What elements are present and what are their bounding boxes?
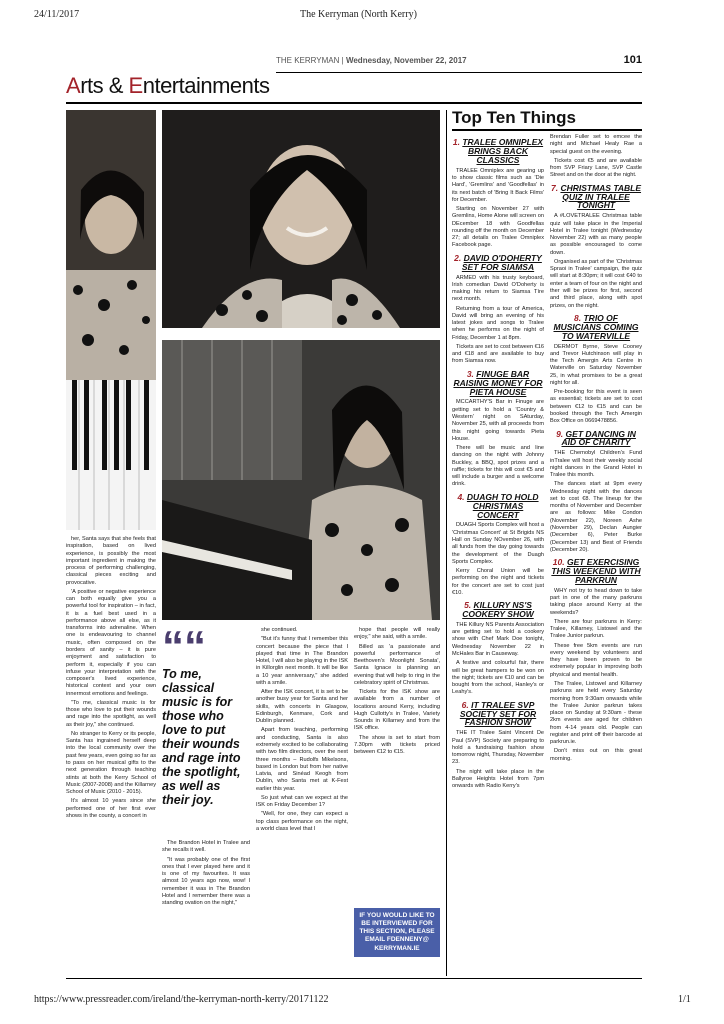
top-ten-item-3-heading: 3. FINUGE BAR RAISING MONEY FOR PIETA HOUSE bbox=[453, 368, 543, 397]
top-ten-column-1 bbox=[452, 134, 544, 976]
top-ten-item-1-heading: 1. TRALEE OMNIPLEX BRINGS BACK CLASSICS bbox=[452, 137, 544, 165]
article-paragraph: 'A positive or negative experience can both equally give you a powerful tool for inspiration – in fact, it is a fuel best used in a performance above all else, as it transforms into adrenaline. When one is endeavouring to channel music, often composed on the borders of sanity – it is pure enjoyment and satisfaction to perform it, especially if you can infuse your interpretation with the composer's lived experience, historical context and your own innermost emotions and feelings. bbox=[66, 588, 156, 697]
top-ten-item-5-text: THE Killury NS Parents Association are getting set to hold a cookery show with Chef Mark Doe tonight, Wednesday November 22 in McHales Bar in Causeway. bbox=[452, 621, 544, 657]
top-ten-rule bbox=[452, 129, 642, 131]
top-ten-item-6-text: THE IT Tralee Saint Vincent De Paul (SVP) Society are preparing to hold a fundraising fashion show tomorrow night, Thursday, November 23. bbox=[452, 730, 544, 766]
photo-pianist-portrait-image bbox=[162, 110, 440, 328]
top-ten-item-7-text: A #LOVETRALEE Christmas table quiz will take place in the Imperial Hotel in Tralee tonight (Wednesday November 22) with as many people as possible encouraged to come down. bbox=[550, 213, 642, 256]
article-column-2 bbox=[162, 840, 250, 976]
article-paragraph: Tickets for the ISK show are available from a number of locations around Kerry, including Hugh Cullotty's in Tralee, Variety Sounds in Killarney and from the ISK office. bbox=[354, 689, 440, 732]
article-paragraph: Apart from teaching, performing and conducting, Santa is also extremely excited to be collaborating with two film directors, over the next three months – Rudolfs Mikelsons, based in London but from her native Latvia, and Sinéad Keogh from Dublin, who Santa met at K-Fest earlier this year. bbox=[256, 727, 348, 792]
section-rule bbox=[66, 102, 642, 104]
top-ten-item-5-text: A festive and colourful fair, there will be great hampers to be won on the night; tickets are €10 and can be bought from the school, Hanley's or Leahy's. bbox=[452, 660, 544, 696]
article-paragraph: "But it's funny that I remember this concert because the piece that I played that time in The Brandon Hotel, I will also be playing in the ISK in Killorglin next month. It will be like a 10 year anniversary," she added with a smile. bbox=[256, 636, 348, 686]
top-ten-item-10-heading: 10. GET EXERCISING THIS WEEKEND WITH PARKRUN bbox=[551, 557, 641, 585]
print-publication: The Kerryman (North Kerry) bbox=[300, 9, 417, 20]
article-paragraph: "Well, for one, they can expect a top class performance on the night, a world class level that I bbox=[256, 811, 348, 832]
contact-callout[interactable]: IF YOU WOULD LIKE TO BE INTERVIEWED FOR THIS SECTION, PLEASE EMAIL FDENNENY@ KERRYMAN.IE bbox=[354, 908, 440, 957]
article-paragraph: The show is set to start from 7.30pm with tickets priced between €12 to €15. bbox=[354, 734, 440, 756]
masthead-line: THE KERRYMAN | Wednesday, November 22, 2017 bbox=[276, 56, 467, 65]
top-ten-item-10-text: WHY not try to head down to take part in one of the many parkruns taking place around Kerry at the weekends? bbox=[550, 587, 642, 616]
article-column-3 bbox=[256, 627, 348, 976]
masthead-paper: THE KERRYMAN bbox=[276, 56, 340, 65]
article-paragraph: her, Santa says that she feels that inspiration, based on lived experience, is possibly the most important ingredient in making the process of performing challenging, classical pieces exciting and provocative. bbox=[66, 536, 156, 586]
photo-pianist-at-piano-image bbox=[162, 340, 440, 620]
top-ten-column-2 bbox=[550, 134, 642, 976]
article-column-1 bbox=[66, 536, 156, 976]
quote-mark-icon: ““ bbox=[162, 622, 206, 671]
article-paragraph: hope that people will really enjoy," she said, with a smile. bbox=[354, 627, 440, 641]
top-ten-item-10-text: Don't miss out on this great morning. bbox=[550, 748, 642, 762]
top-ten-item-10-text: These free 5km events are run every weekend by volunteers and they have been proven to be extremely popular in improving both physical and mental health. bbox=[550, 642, 642, 678]
masthead-date: Wednesday, November 22, 2017 bbox=[345, 56, 467, 65]
top-ten-item-2-heading: 2. DAVID O'DOHERTY SET FOR SIAMSA bbox=[454, 252, 542, 272]
top-ten-item-1-text: TRALEE Omniplex are gearing up to show classic films such as 'Die Hard', 'Gremlins' and 'Goodfellas' in its next batch of 'Bring It Back Films' for December. bbox=[452, 167, 544, 203]
section-title: Arts & Entertainments bbox=[66, 73, 270, 98]
article-paragraph: After the ISK concert, it is set to be another busy year for Santa and her skills, with concerts in Glasgow, Edinburgh, Kenmare, Cork and Dublin planned. bbox=[256, 689, 348, 725]
top-ten-item-5-heading: 5. KILLURY NS'S COOKERY SHOW bbox=[462, 600, 534, 620]
top-ten-item-10-text: The Tralee, Listowel and Killarney parkruns are held every Saturday morning from 9:30am onwards while the Tralee Junior parkrun takes place on Sunday at 9:30am - these 2km events are aged for children from 4-14 years old. People can register and print off their barcode at parkrun.ie. bbox=[550, 681, 642, 746]
top-ten-item-9-heading: 9. GET DANCING IN AID OF CHARITY bbox=[556, 428, 636, 448]
top-ten-item-8-heading: 8. TRIO OF MUSICIANS COMING TO WATERVILLE bbox=[553, 312, 639, 341]
top-ten-item-2-text: ARMED with his trusty keyboard, Irish comedian David O'Doherty is making his return to Siamsa Tíre next month. bbox=[452, 274, 544, 303]
top-ten-item-2-text: Returning from a tour of America, David will bring an evening of his latest jokes and songs to Tralee when he performs on the night of Friday, December 1 at 8pm. bbox=[452, 305, 544, 341]
top-ten-item-10-text: There are four parkruns in Kerry: Tralee, Killarney, Listowel and the Tralee Junior parkrun. bbox=[550, 618, 642, 640]
photo-pianist-portrait bbox=[162, 110, 440, 328]
page-bottom-rule bbox=[66, 978, 642, 979]
article-paragraph: No stranger to Kerry or its people, Santa has ingrained herself deep into the local community over the past few years, even going so far as to pass on her musical gifts to the next generation through teaching stints at both the Kerry School of Music (2007-2008) and the Killarney School of Music (2010 - 2015). bbox=[66, 730, 156, 796]
column-divider bbox=[446, 110, 447, 976]
top-ten-item-7-heading: 7. CHRISTMAS TABLE QUIZ IN TRALEE TONIGHT bbox=[550, 182, 642, 211]
photo-pianist-left bbox=[66, 110, 156, 530]
print-page-count: 1/1 bbox=[678, 994, 691, 1005]
article-paragraph: The Brandon Hotel in Tralee and she recalls it well. bbox=[162, 840, 250, 854]
print-source-url[interactable]: https://www.pressreader.com/ireland/the-kerryman-north-kerry/20171122 bbox=[34, 994, 329, 1005]
page-number: 101 bbox=[623, 54, 642, 66]
top-ten-item-1-text: Starting on November 27 with Gremlins, Home Alone will screen on DEcember 18 with Goodfellas rounding off the month on December 27; all details on Tralee Omniplex Facebook page. bbox=[452, 206, 544, 249]
top-ten-item-2-text: Tickets are set to cost between €16 and €18 and are available to buy from Siamsa now. bbox=[452, 343, 544, 365]
top-ten-item-6-text: Tickets cost €5 and are available from SVP Friary Lane, SVP Castle Street and on the door at the night. bbox=[550, 157, 642, 179]
masthead-rule bbox=[276, 72, 642, 73]
article-paragraph: "To me, classical music is for those who love to put their wounds and rage into the spotlight, as well as their joy," she continued. bbox=[66, 699, 156, 728]
article-paragraph: "It was probably one of the first ones that I ever played here and it is one of my favourites. It was almost 10 years ago now, wow! I remember it was in The Brandon Hotel and I remember there was a standing ovation on the night," bbox=[162, 856, 250, 907]
article-column-4 bbox=[354, 627, 440, 897]
top-ten-item-7-text: Organised as part of the 'Christmas Spraoi in Tralee' campaign, the quiz will start at 8:30pm; it will cost €40 to enter a team of four on the night and ther will be prizes for first, second and third place, along with spot prizes, on the night. bbox=[550, 258, 642, 309]
top-ten-item-6-heading: 6. IT TRALEE SVP SOCIETY SET FOR FASHION SHOW bbox=[459, 699, 537, 728]
pull-quote-text: To me, classical music is for those who love to put their wounds and rage into the spotlight, as well as their joy. bbox=[162, 667, 241, 807]
article-paragraph: Billed as 'a passionate and powerful performance of Beethoven's Moonlight Sonata', Santa Ignace is planning an evening that will help to ring in the celebratory spirit of Christmas. bbox=[354, 643, 440, 686]
pull-quote bbox=[162, 622, 250, 807]
masthead bbox=[66, 56, 642, 70]
article-paragraph: So just what can we expect at the ISK on Friday December 1? bbox=[256, 794, 348, 809]
photo-pianist-at-piano bbox=[162, 340, 440, 620]
top-ten-item-8-text: DERMOT Byrne, Steve Cooney and Trevor Hutchinson will play in the Tech Amergin Arts Centre in Waterville on Saturday November 25, in what promises to be a great night for all. bbox=[550, 343, 642, 386]
article-paragraph: It's almost 10 years since she performed one of her first ever shows in the county, a concert in bbox=[66, 798, 156, 819]
top-ten-item-9-text: The dances start at 9pm every Wednesday night with the dances set to cost €8. The lineup for the months of November and December are as follows: Mike Condon (November 22), Noreen Ashe (November 29), Declan Aungier (December 6), Peter Burke (December 13) and Best of Friends (December 20). bbox=[550, 481, 642, 553]
print-date: 24/11/2017 bbox=[34, 9, 80, 20]
top-ten-item-4-heading: 4. DUAGH TO HOLD CHRISTMAS CONCERT bbox=[457, 491, 539, 520]
top-ten-item-3-text: There will be music and line dancing on the night with Johnny Buckley, a BBQ, spot prizes and a raffle; tickets for this will cost €5 and will include a burger and a welcome drink. bbox=[452, 445, 544, 488]
top-ten-item-4-text: Kerry Choral Union will be performing on the night and tickets for the concert are set to cost just €10. bbox=[452, 568, 544, 596]
article-paragraph: she continued. bbox=[261, 627, 298, 633]
top-ten-item-8-text: Pre-booking for this event is seen as essential; tickets are set to cost between €12 to €15 and can be booked through the Tech Amergin Box Office on 0669478856. bbox=[550, 389, 642, 425]
top-ten-item-6-text: Brendan Fuller set to emcee the night and Michael Healy Rae a special guest on the evening. bbox=[550, 134, 642, 155]
top-ten-item-3-text: MCCARTHY'S Bar in Finuge are getting set to hold a 'Country & Western' night on SAturday, November 25, with all proceeds from this night going towards Pieta House. bbox=[452, 399, 544, 442]
top-ten-title: Top Ten Things bbox=[452, 108, 577, 127]
top-ten-item-9-text: THE Chernobyl Children's Fund inTralee will host their weekly social night dances in the Grand Hotel in Tralee this month. bbox=[550, 450, 642, 479]
top-ten-item-4-text: DUAGH Sports Complex will host a 'Christmas Concert' at St Brigids NS Hall on Sunday NOvember 26, with all funds from the day going towards the development of the Duagh Sports Complex. bbox=[452, 522, 544, 565]
top-ten-item-6-text: The night will take place in the Ballyroe Heights Hotel from 7pm onwards with Radio Kerry's bbox=[452, 768, 544, 790]
photo-pianist-left-image bbox=[66, 110, 156, 530]
